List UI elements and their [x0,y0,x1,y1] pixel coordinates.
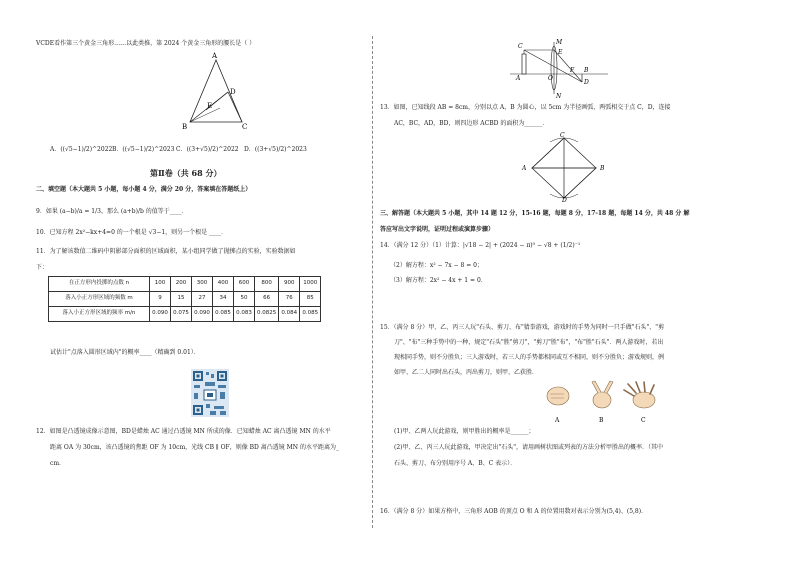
question-12-line-1: 12．如图是凸透镜成像示意图，BD是蜡烛 AC 通过凸透镜 MN 所成的像．已知蜡烛 AC 离凸透镜 MN 的水平 [36,428,331,435]
table-cell: 800 [255,277,279,292]
label-C: C [518,43,523,50]
table-cell: 0.085 [300,307,321,322]
question-16: 16．（满分 8 分）如果方格中，三角形 AOB 的顶点 O 和 A 的位置用数对表示分别为(5,4)、(5,8)． [380,508,648,515]
question-15-part-2-line-1: (2)甲、乙、丙三人玩此游戏，甲决定出"石头"，请用画树状图或列表的方法分析甲胜出的概率．（其中 [394,444,664,451]
question-15-line-1: 15．（满分 8 分）甲、乙、丙三人玩"石头、剪刀、布"猜拳游戏，游戏时的手势为同时一只手做"石头"、"剪 [380,324,665,331]
table-row [49,307,321,322]
choice-b: B．((√5−1)/2)^2023 [112,146,175,153]
convex-lens-diagram [510,38,610,98]
question-12-line-3: cm． [50,460,66,467]
golden-triangle-figure [180,50,250,132]
table-header-cell: 落入小正方形区域的频数 m [49,292,150,307]
table-cell: 900 [279,277,300,292]
question-10: 10．已知方程 2x²−kx+4=0 的一个根是 √3−1，则另一个根是 ____． [36,229,228,236]
table-cell: 76 [279,292,300,307]
table-cell: 34 [213,292,234,307]
label-D: D [562,197,567,202]
question-13-line-2: AC，BC，AD，BD，则四边形 ACBD 的面积为______． [394,120,549,127]
table-cell: 66 [255,292,279,307]
table-cell: 0.085 [213,307,234,322]
label-B: B [584,67,589,74]
question-15-part-1: (1)甲、乙两人玩此游戏，则甲胜出的概率是______； [394,428,535,435]
table-cell: 85 [300,292,321,307]
question-15-line-2: 刀"、"布"三种手势中的一种，规定"石头"胜"剪刀"，"剪刀"胜"布"，"布"胜"石头"．两人游戏时，若出 [394,339,664,346]
label-C: C [242,123,248,131]
scissors-hand-icon [592,381,613,408]
question-11-tail: 试估计"点落入圆形区域内"的概率____（精确到 0.01）． [50,349,200,356]
frequency-table [48,276,321,322]
paper-hand-icon [624,382,655,408]
rock-hand-icon [547,387,569,405]
question-15-line-3: 现相同手势，则不分胜负；三人游戏时，若三人的手势都相同或互不相同，则不分胜负；游戏规则，例 [394,354,665,361]
table-cell: 1000 [300,277,321,292]
choice-a: A．((√5−1)/2)^2022 [50,146,113,153]
label-B: B [600,165,605,172]
hand-label-b: B [599,417,604,424]
question-11-line-1: 11．为了解该数值二维码中阴影部分面积的区域面积，某小组同学做了抛掷点的实验，实验数据如 [36,248,296,255]
section-3-heading-line-1: 三、解答题（本大题共 5 小题，其中 14 题 12 分，15-16 题，每题 8 分，17-18 题，每题 14 分，共 48 分 解 [380,210,690,217]
label-O: O [548,75,553,82]
label-E: E [207,102,213,110]
table-cell: 0.083 [234,307,255,322]
question-15-line-4: 如甲、乙二人同时出石头，丙出剪刀，则甲、乙获胜． [394,369,539,376]
part-2-title: 第Ⅱ卷（共 68 分） [150,168,222,178]
table-row [49,292,321,307]
table-cell: 0.0825 [255,307,279,322]
question-12-line-2: 距离 OA 为 30cm，该凸透镜的焦距 OF 为 10cm，光线 CB ∥ OF，则像 BD 离凸透镜 MN 的水平距离为_ [50,444,339,451]
table-cell: 100 [150,277,171,292]
table-cell: 300 [192,277,213,292]
table-cell: 50 [234,292,255,307]
table-row [49,277,321,292]
label-E: E [558,49,563,56]
choice-d: D．((3+√5)/2)^2023 [244,146,307,153]
label-A: A [212,52,218,60]
question-8-intro: VCDE看作第三个黄金三角形……以此类推，第 2024 个黄金三角形的腰长是（ ） [36,40,256,47]
hand-gestures-figure [540,380,670,426]
column-divider [372,36,373,528]
section-2-heading: 二、填空题（本大题共 5 小题，每小题 4 分，满分 20 分，答案填在答题纸上） [36,186,252,193]
section-3-heading-line-2: 答应写出文字说明，证明过程或演算步骤） [380,226,495,233]
question-14-line-2: （2）解方程：x² − 7x − 8 = 0； [390,262,483,269]
table-cell: 600 [234,277,255,292]
label-M: M [556,39,563,46]
table-cell: 9 [150,292,171,307]
choice-c: C．((3+√5)/2)^2022 [176,146,239,153]
label-B: B [182,123,188,131]
label-D: D [584,79,589,86]
question-11-line-2: 下： [36,264,49,271]
label-D: D [230,88,236,96]
question-15-part-2-line-2: 石头、剪刀、布分别用序号 A、B、C 表示）． [394,460,517,467]
question-9: 9．如果 (a−b)/a = 1/3，那么 (a+b)/b 的值等于____． [36,208,188,215]
table-cell: 400 [213,277,234,292]
label-A: A [516,75,521,82]
table-cell: 0.090 [150,307,171,322]
label-A: A [522,165,527,172]
table-cell: 15 [171,292,192,307]
label-F: F [570,67,575,74]
question-13-line-1: 13．如图，已知线段 AB = 8cm，分别以点 A，B 为圆心，以 5cm 为半径画弧，两弧相交于点 C，D，连接 [380,104,671,111]
table-cell: 0.090 [192,307,213,322]
table-cell: 27 [192,292,213,307]
table-header-cell: 落入小正方形区域的频率 m/n [49,307,150,322]
hand-label-a: A [555,417,560,424]
question-14-line-1: 14．（满分 12 分）（1）计算：|√18 − 2| + (2024 − π)⁰ − √8 + (1/2)⁻¹ [380,242,581,249]
table-cell: 0.084 [279,307,300,322]
table-cell: 0.075 [171,307,192,322]
rhombus-figure [520,132,610,202]
label-C: C [560,132,565,139]
qr-code-icon [190,368,230,418]
table-header-cell: 在正方形内投掷的点数 n [49,277,150,292]
hand-label-c: C [641,417,646,424]
label-N: N [556,93,562,98]
question-14-line-3: （3）解方程：2x² − 4x + 1 = 0． [390,277,487,284]
table-cell: 200 [171,277,192,292]
